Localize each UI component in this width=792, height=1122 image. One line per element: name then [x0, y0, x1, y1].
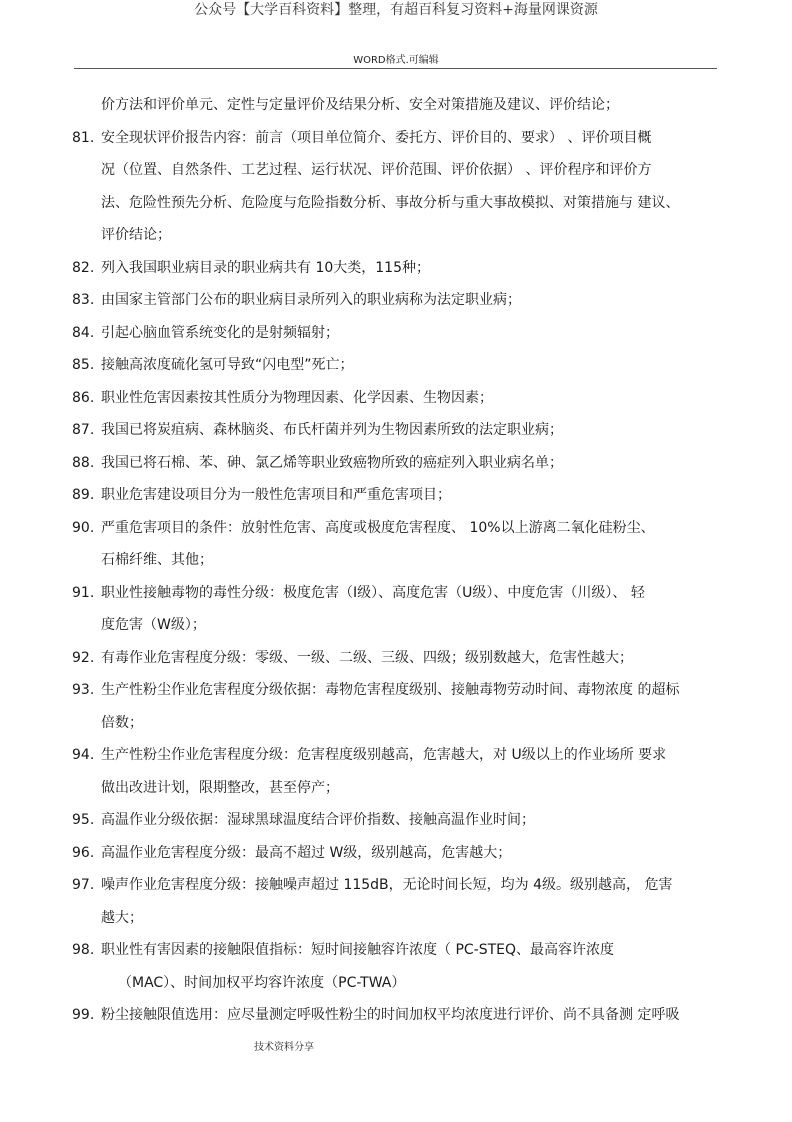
item-number: 86. [72, 389, 95, 406]
page-footer: 技术资料分享 [254, 1042, 314, 1053]
item-number: 91. [72, 584, 95, 601]
list-item [72, 414, 722, 447]
item-text: 况（位置、自然条件、工艺过程、运行状况、评价范围、评价依据） 、评价程序和评价方 [101, 162, 652, 178]
item-text: 高温作业危害程度分级：最高不超过 W级，级别越高，危害越大； [101, 844, 512, 861]
list-item-continuation [72, 707, 722, 740]
list-item-continuation [72, 219, 722, 252]
item-number: 89. [72, 487, 95, 503]
list-item [72, 804, 722, 837]
item-number: 90. [72, 519, 95, 536]
item-text: 粉尘接触限值选用：应尽量测定呼吸性粉尘的时间加权平均浓度进行评价、尚不具备测 定呼吸 [101, 1007, 680, 1023]
list-item [72, 349, 722, 382]
item-text: 我国已将炭疽病、森林脑炎、布氏杆菌并列为生物因素所致的法定职业病； [101, 422, 563, 438]
item-text: 石棉纤维、其他； [101, 552, 213, 568]
list-item [72, 447, 722, 480]
item-text: 安全现状评价报告内容：前言（项目单位简介、委托方、评价目的、要求） 、评价项目概 [101, 129, 652, 146]
list-item [72, 674, 722, 707]
item-number: 87. [72, 422, 95, 438]
list-item [72, 869, 722, 902]
item-number: 88. [72, 454, 95, 471]
list-item-continuation [72, 609, 722, 642]
source-banner: 公众号【大学百科资料】整理，有超百科复习资料+海量网课资源 [194, 2, 598, 18]
item-text: （MAC）、时间加权平均容许浓度（PC-TWA） [118, 974, 406, 991]
item-text: 做出改进计划，限期整改，甚至停产； [101, 779, 339, 796]
item-number: 93. [72, 682, 95, 698]
item-text: 生产性粉尘作业危害程度分级依据：毒物危害程度级别、接触毒物劳动时间、毒物浓度 的超标 [101, 682, 680, 698]
item-text: 职业性接触毒物的毒性分级：极度危害（I级）、高度危害（U级）、中度危害（川级）、 轻 [101, 584, 645, 601]
list-item-continuation [72, 89, 722, 122]
item-number: 81. [72, 129, 95, 146]
item-text: 度危害（W级）； [101, 617, 206, 633]
item-text: 高温作业分级依据：湿球黑球温度结合评价指数、接触高温作业时间； [101, 812, 535, 828]
item-number: 95. [72, 812, 95, 828]
list-item [72, 479, 722, 512]
item-number: 98. [72, 942, 95, 958]
document-body [72, 89, 722, 1032]
item-text: 职业危害建设项目分为一般性危害项目和严重危害项目； [101, 487, 451, 503]
item-number: 85. [72, 357, 95, 373]
list-item-continuation [72, 187, 722, 220]
list-item-continuation [72, 967, 722, 1000]
list-item-continuation [72, 154, 722, 187]
list-item [72, 642, 722, 675]
list-item [72, 999, 722, 1032]
page-header: WORD格式.可编辑 [353, 55, 439, 66]
list-item [72, 122, 722, 155]
item-number: 97. [72, 877, 95, 893]
item-number: 84. [72, 324, 95, 341]
list-item [72, 837, 722, 870]
list-item [72, 382, 722, 415]
item-number: 99. [72, 1007, 95, 1023]
item-text: 越大； [101, 909, 143, 926]
item-text: 我国已将石棉、苯、砷、氯乙烯等职业致癌物所致的癌症列入职业病名单； [101, 454, 563, 471]
list-item-continuation [72, 902, 722, 935]
item-text: 法、危险性预先分析、危险度与危险指数分析、事故分析与重大事故模拟、对策措施与 建议、 [101, 194, 680, 211]
item-text: 有毒作业危害程度分级：零级、一级、二级、三级、四级；级别数越大，危害性越大； [101, 649, 633, 666]
item-text: 接触高浓度硫化氢可导致“闪电型”死亡； [101, 357, 354, 373]
item-text: 引起心脑血管系统变化的是射频辐射； [101, 324, 339, 341]
item-number: 94. [72, 747, 95, 763]
list-item [72, 739, 722, 772]
header-divider [74, 68, 717, 69]
item-text: 职业性有害因素的接触限值指标：短时间接触容许浓度（ PC-STEQ、最高容许浓度 [101, 942, 615, 958]
item-number: 82. [72, 259, 95, 276]
item-text: 评价结论； [101, 227, 171, 243]
list-item [72, 934, 722, 967]
item-text: 严重危害项目的条件：放射性危害、高度或极度危害程度、 10%以上游离二氧化硅粉尘、 [101, 519, 655, 536]
list-item-continuation [72, 544, 722, 577]
list-item-continuation [72, 772, 722, 805]
list-item [72, 577, 722, 610]
item-number: 92. [72, 649, 95, 666]
list-item [72, 252, 722, 285]
list-item [72, 284, 722, 317]
item-text: 噪声作业危害程度分级：接触噪声超过 115dB，无论时间长短，均为 4级。级别越高， 危害 [101, 877, 673, 893]
item-text: 价方法和评价单元、定性与定量评价及结果分析、安全对策措施及建议、评价结论； [101, 97, 619, 113]
item-text: 列入我国职业病目录的职业病共有 10大类，115种； [101, 259, 430, 276]
item-number: 83. [72, 292, 95, 308]
item-text: 职业性危害因素按其性质分为物理因素、化学因素、生物因素； [101, 389, 493, 406]
item-text: 由国家主管部门公布的职业病目录所列入的职业病称为法定职业病； [101, 292, 521, 308]
item-text: 生产性粉尘作业危害程度分级：危害程度级别越高，危害越大，对 U级以上的作业场所 要求 [101, 747, 667, 763]
item-number: 96. [72, 844, 95, 861]
list-item [72, 317, 722, 350]
list-item [72, 512, 722, 545]
item-text: 倍数； [101, 714, 143, 731]
